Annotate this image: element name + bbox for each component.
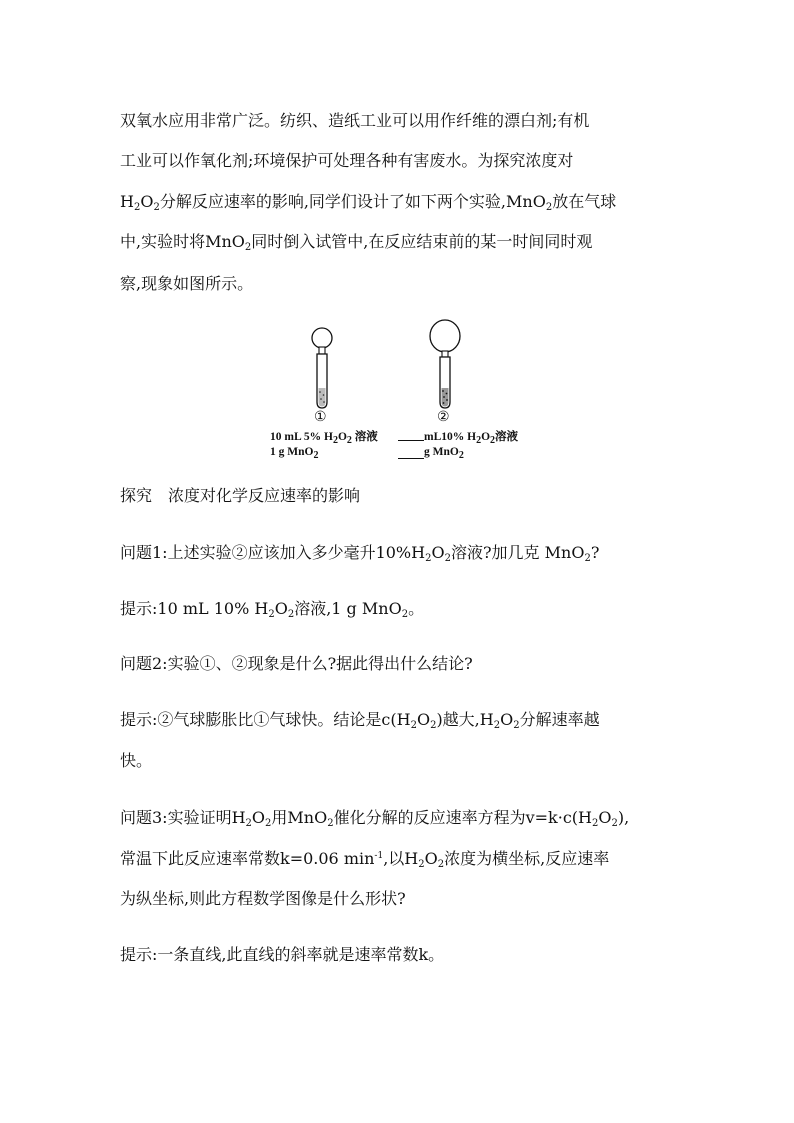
section-title: 探究 浓度对化学反应速率的影响	[120, 486, 361, 505]
answer-2-line-1: 提示:②气球膨胀比①气球快。结论是$c(H_2O_2)$越大$,H_2O_2$分解速率越	[120, 710, 600, 731]
question-3-line-2: 常温下此反应速率常数k=0.06 $\min^{-1}$,以$H_2O_2$浓度为横坐标,反应速率	[120, 849, 610, 870]
intro-line-5: 察,现象如图所示。	[120, 274, 254, 293]
tube-1-label: ①	[314, 410, 327, 425]
question-1: 问题1:上述实验②应该加入多少毫升$10\%H_2O_2$溶液?加几克 MnO$_2$?	[120, 543, 600, 564]
experiment-illustration	[262, 318, 532, 418]
exp1-mno2-label: 1 g MnO$_2$	[270, 446, 319, 461]
answer-3: 提示:一条直线,此直线的斜率就是速率常数k。	[120, 945, 445, 964]
experiment-figure	[262, 318, 532, 468]
test-tube-1	[317, 354, 327, 408]
balloon-large	[430, 320, 460, 357]
exp2-mass-blank	[398, 458, 424, 459]
intro-line-2: 工业可以作氧化剂;环境保护可处理各种有害废水。为探究浓度对	[120, 151, 574, 170]
tube-2-label: ②	[437, 410, 450, 425]
answer-1: 提示:10 mL 10% $H_2O_2$溶液,1 g MnO$_2$。	[120, 599, 425, 620]
exp2-solution-label: mL10% $H_2O_2$溶液	[424, 431, 519, 446]
intro-line-4: 中,实验时将MnO$_2$同时倒入试管中,在反应结束前的某一时间同时观	[120, 232, 593, 253]
question-3-line-3: 为纵坐标,则此方程数学图像是什么形状?	[120, 889, 406, 908]
exp2-mno2-label: g MnO$_2$	[424, 446, 464, 461]
question-3-line-1: 问题3:实验证明$H_2O_2$用MnO$_2$催化分解的反应速率方程为$v=k\cdot c(H_2O_2)$,	[120, 808, 630, 829]
test-tube-2	[440, 357, 450, 408]
intro-line-3: $H_2O_2$分解反应速率的影响,同学们设计了如下两个实验,MnO$_2$放在气球	[120, 192, 617, 213]
intro-line-1: 双氧水应用非常广泛。纺织、造纸工业可以用作纤维的漂白剂;有机	[120, 111, 590, 130]
answer-2-line-2: 快。	[120, 751, 153, 770]
balloon-small	[312, 328, 332, 354]
exp1-solution-label: 10 mL 5% $H_2O_2$ 溶液	[270, 431, 378, 446]
question-2: 问题2:实验①、②现象是什么?据此得出什么结论?	[120, 654, 473, 673]
exp2-volume-blank	[398, 440, 424, 441]
